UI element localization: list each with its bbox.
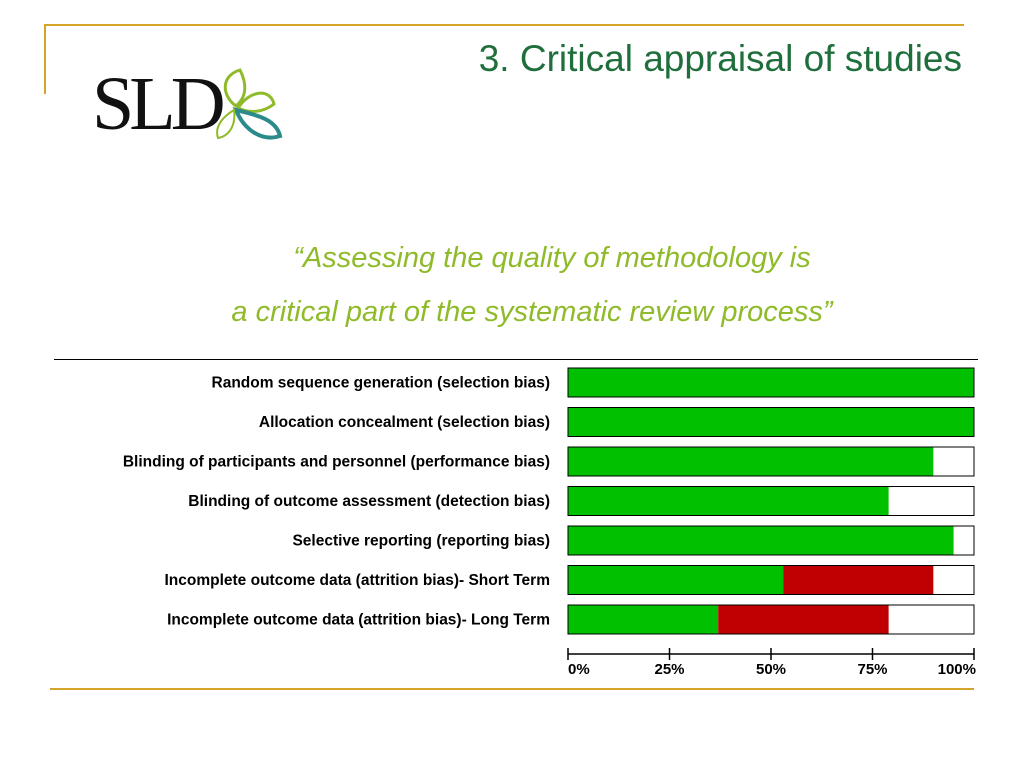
bar-segment [933,447,974,476]
risk-of-bias-chart [0,362,1024,674]
row-label: Incomplete outcome data (attrition bias)- Long Term [167,611,550,629]
bar-segment [568,408,974,437]
trefoil-leaf-icon [206,66,290,142]
bar-segment [568,447,933,476]
bar-segment [718,605,889,634]
row-label: Selective reporting (reporting bias) [292,532,550,550]
bar-segment [954,526,974,555]
bar-segment [933,566,974,595]
quote-line-1: “Assessing the quality of methodology is [293,242,811,274]
frame-top-rule [44,24,964,26]
row-label: Blinding of outcome assessment (detection bias) [188,493,550,510]
bar-segment [568,526,954,555]
chart-top-rule [54,359,978,360]
x-tick-label: 100% [937,661,976,674]
bar-segment [889,605,974,634]
row-label: Incomplete outcome data (attrition bias)- Short Term [164,572,550,589]
slide-title: 3. Critical appraisal of studies [478,38,962,79]
row-label: Allocation concealment (selection bias) [258,414,550,431]
frame-bottom-rule [50,688,974,690]
logo-text: SLD [92,62,221,146]
bar-segment [889,487,974,516]
x-tick-label: 0% [568,661,590,674]
frame-left-rule [44,24,46,94]
row-label: Blinding of participants and personnel (performance bias) [122,453,550,471]
x-tick-label: 75% [857,661,888,674]
x-tick-label: 25% [654,661,685,674]
bar-segment [568,487,889,516]
bar-segment [568,566,783,595]
x-tick-label: 50% [755,661,787,674]
bar-segment [783,566,933,595]
bar-segment [568,605,718,634]
quote-line-2: a critical part of the systematic review process” [231,296,833,328]
bar-segment [568,368,974,397]
row-label: Random sequence generation (selection bias) [211,374,550,392]
